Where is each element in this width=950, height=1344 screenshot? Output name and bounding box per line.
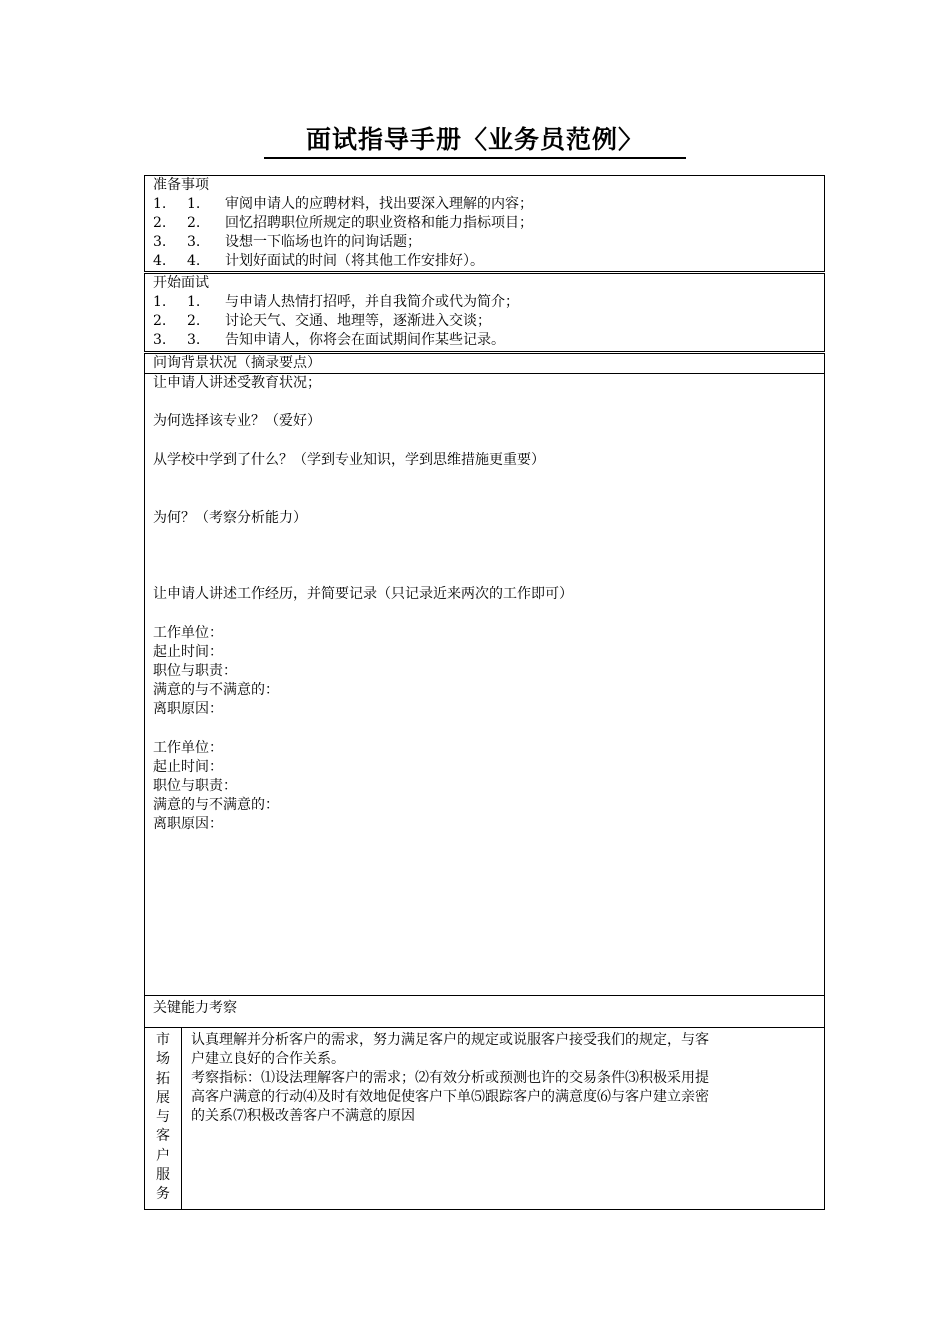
question-education: 让申请人讲述受教育状况；: [153, 375, 321, 391]
question-why: 为何？（考察分析能力）: [153, 510, 307, 526]
title-underline: [264, 157, 686, 159]
field-label: 职位与职责：: [153, 778, 237, 794]
question-experience: 让申请人讲述工作经历，并简要记录（只记录近来两次的工作即可）: [153, 586, 573, 602]
field-label: 工作单位：: [153, 740, 223, 756]
field-label: 离职原因：: [153, 816, 223, 832]
key-heading-row: [144, 995, 825, 1028]
prep-heading: 准备事项: [153, 177, 209, 193]
field-label: 满意的与不满意的：: [153, 797, 279, 813]
key-heading: 关键能力考察: [153, 1000, 237, 1016]
field-label: 离职原因：: [153, 701, 223, 717]
field-label: 起止时间：: [153, 759, 223, 775]
start-heading: 开始面试: [153, 275, 209, 291]
page-title: 面试指导手册〈业务员范例〉: [305, 125, 644, 154]
question-learned: 从学校中学到了什么？（学到专业知识，学到思维措施更重要）: [153, 452, 545, 468]
question-major: 为何选择该专业？（爱好）: [153, 413, 321, 429]
field-label: 工作单位：: [153, 625, 223, 641]
background-heading: 问询背景状况（摘录要点）: [153, 355, 321, 371]
field-label: 满意的与不满意的：: [153, 682, 279, 698]
competency-label: 市 场 拓 展 与 客 户 服 务: [156, 1032, 170, 1203]
field-label: 职位与职责：: [153, 663, 237, 679]
field-label: 起止时间：: [153, 644, 223, 660]
